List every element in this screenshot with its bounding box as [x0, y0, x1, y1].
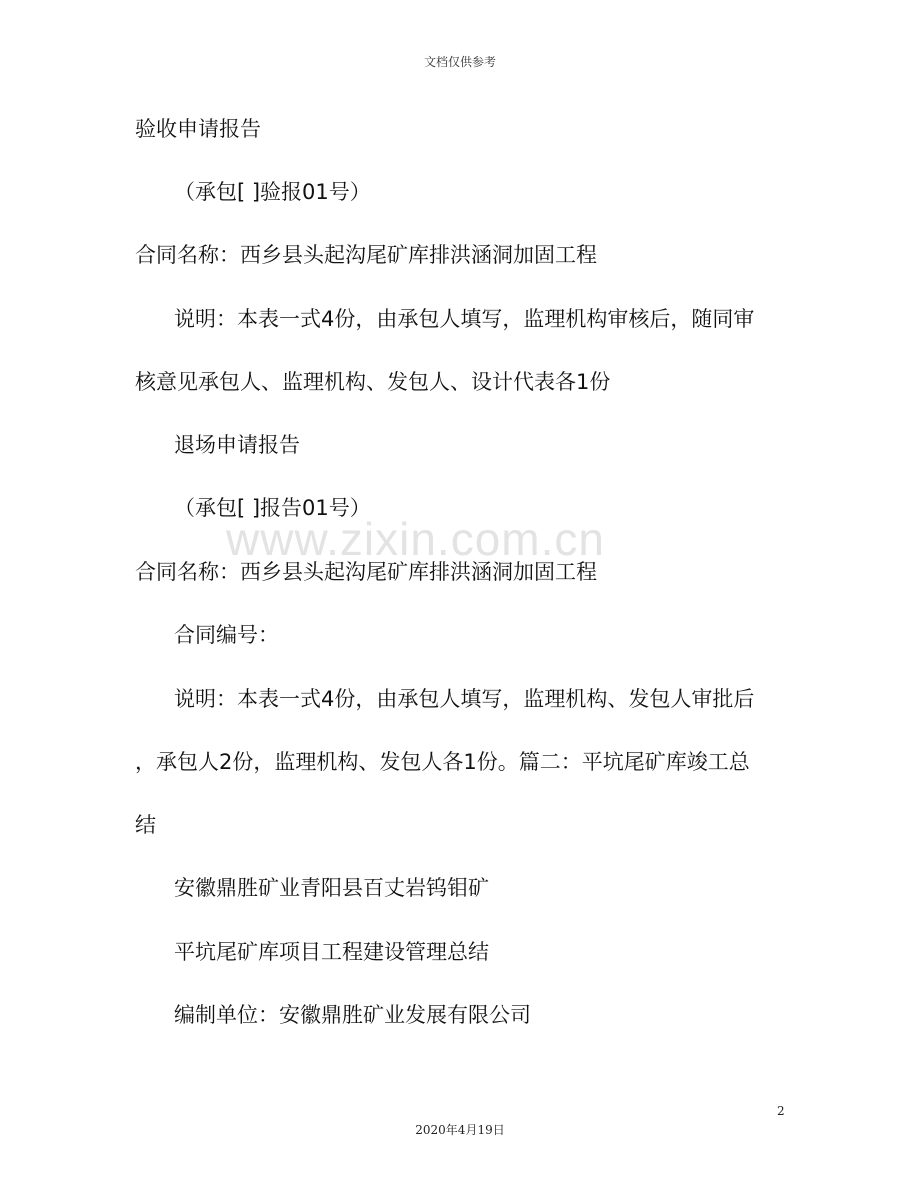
company-mine-line: 安徽鼎胜矿业青阳县百丈岩钨钼矿	[174, 876, 489, 900]
contract-name-line-2: 合同名称：西乡县头起沟尾矿库排洪涵洞加固工程	[135, 560, 597, 584]
watermark: www.zixin.com.cn	[226, 513, 605, 565]
summary-title-end: 结	[135, 813, 156, 837]
contract-name-line: 合同名称：西乡县头起沟尾矿库排洪涵洞加固工程	[135, 243, 597, 267]
acceptance-report-title: 验收申请报告	[135, 117, 261, 141]
instruction-line-2-continued: ，承包人2份，监理机构、发包人各1份。篇二：平坑尾矿库竣工总	[135, 750, 750, 774]
footer-date: 2020年4月19日	[415, 1123, 505, 1137]
exit-report-number: （承包[ ]报告01号）	[174, 496, 371, 520]
exit-report-title: 退场申请报告	[174, 433, 300, 457]
project-summary-title: 平坑尾矿库项目工程建设管理总结	[174, 940, 489, 964]
header-note: 文档仅供参考	[423, 55, 496, 69]
page-number: 2	[777, 1104, 785, 1118]
instruction-line-continued: 核意见承包人、监理机构、发包人、设计代表各1份	[135, 370, 611, 394]
instruction-line-2: 说明：本表一式4份，由承包人填写，监理机构、发包人审批后	[174, 687, 755, 711]
contract-number-line: 合同编号：	[174, 623, 279, 647]
instruction-line: 说明：本表一式4份，由承包人填写，监理机构审核后，随同审	[174, 307, 755, 331]
acceptance-report-number: （承包[ ]验报01号）	[174, 180, 371, 204]
compiling-unit-line: 编制单位：安徽鼎胜矿业发展有限公司	[174, 1003, 531, 1027]
